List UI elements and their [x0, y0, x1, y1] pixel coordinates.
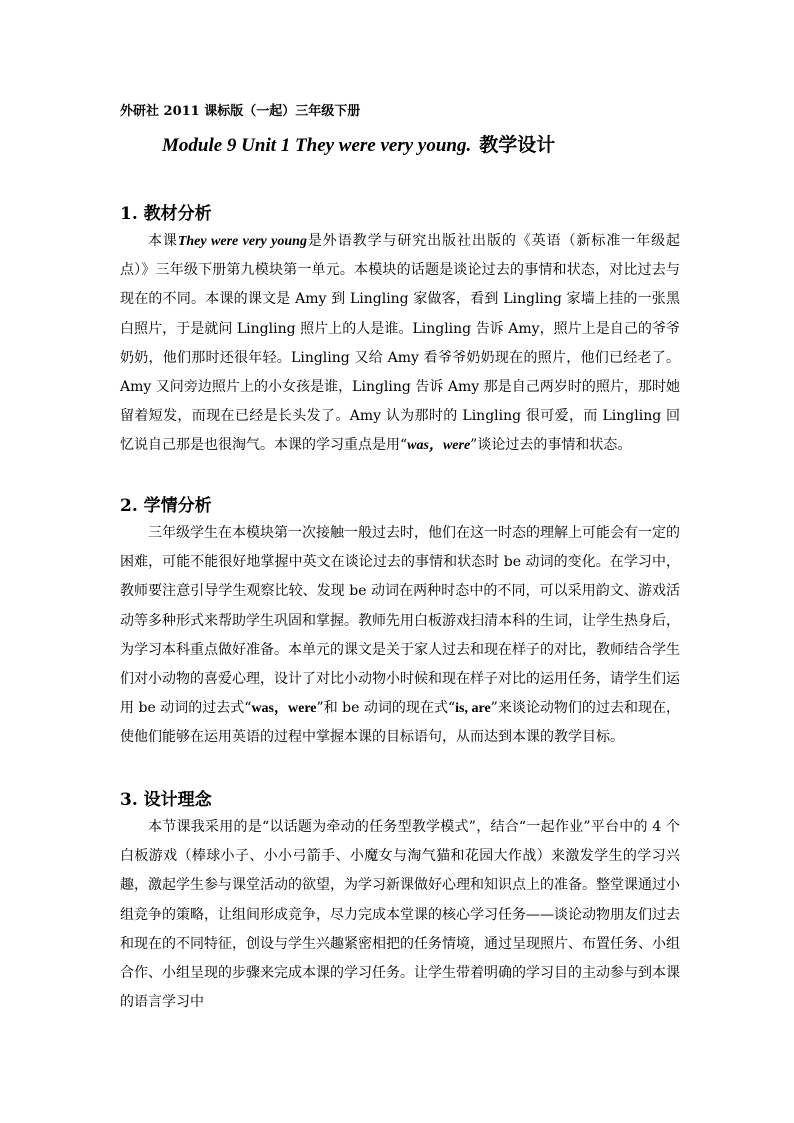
section-paragraph: [120, 519, 680, 753]
section-paragraph: [120, 227, 680, 461]
text-run: ”和 be 动词的现在式“: [316, 700, 456, 717]
lesson-title-inline: They were very young: [177, 234, 307, 249]
text-run: 是外语教学与研究出版社出版的《英语（新标准一年级起点）》三年级下册第九模块第一单元。本模块的话题是谈论过去的事情和状态，对比过去与现在的不同。本课的课文是 Amy 到 Lingling 家做客，看到 Lingling 家墙上挂的一张黑白照片，于是就问 Lingling 照片上的人是谁。Lingling 告诉 Amy，照片上是自己的爷爷奶奶，他们那时还很年轻。Lingling 又给 Amy 看爷爷奶奶现在的照片，他们已经老了。Amy 又问旁边照片上的小女孩是谁，Lingling 告诉 Amy 那是自己两岁时的照片，那时她留着短发，而现在已经是长头发了。Amy 认为那时的 Lingling 很可爱，而 Lingling 回忆说自己那是也很淘气。本课的学习重点是用“: [120, 233, 681, 454]
present-tense-words-inline: is, are: [455, 701, 491, 717]
section-paragraph: [120, 813, 680, 1017]
section-learner-analysis: [120, 493, 680, 753]
text-run: ”来谈论动物们的过去和现在，使他们能够在运用英语的过程中掌握本课的目标语句，从而达到本课的教学目标。: [120, 700, 681, 746]
text-run: ”谈论过去的事情和状态。: [470, 437, 632, 454]
textbook-edition-line: 外研社 2011 课标版（一起）三年级下册: [120, 104, 361, 119]
key-words-inline: was，were: [407, 438, 471, 454]
title-chinese: 教学设计: [479, 134, 556, 156]
past-tense-words-inline: was，were: [251, 701, 317, 717]
title-english: Module 9 Unit 1 They were very young.: [162, 135, 472, 156]
section-heading: 1. 教材分析: [120, 204, 212, 224]
text-run: 本节课我采用的是“以话题为牵动的任务型教学模式”，结合“一起作业”平台中的 4 个白板游戏（棒球小子、小小弓箭手、小魔女与淘气猫和花园大作战）来激发学生的学习兴趣，激起学生参与课堂活动的欲望，为学习新课做好心理和知识点上的准备。整堂课通过小组竞争的策略，让组间形成竞争，尽力完成本堂课的核心学习任务——谈论动物朋友们过去和现在的不同特征，创设与学生兴趣紧密相把的任务情境，通过呈现照片、布置任务、小组合作、小组呈现的步骤来完成本课的学习任务。让学生带着明确的学习目的主动参与到本课的语言学习中: [120, 819, 680, 1011]
text-run: 三年级学生在本模块第一次接触一般过去时，他们在这一时态的理解上可能会有一定的困难，可能不能很好地掌握中英文在谈论过去的事情和状态时 be 动词的变化。在学习中，教师要注意引导学生观察比较、发现 be 动词在两种时态中的不同，可以采用韵文、游戏活动等多种形式来帮助学生巩固和掌握。教师先用白板游戏扫清本科的生词，让学生热身后，为学习本科重点做好准备。本单元的课文是关于家人过去和现在样子的对比，教师结合学生们对小动物的喜爱心理，设计了对比小动物小时候和现在样子对比的运用任务，请学生们运用 be 动词的过去式“: [120, 525, 680, 717]
section-textbook-analysis: [120, 201, 680, 461]
text-run: 本课: [148, 233, 178, 249]
section-heading: 3. 设计理念: [120, 790, 212, 810]
section-heading: 2. 学情分析: [120, 496, 212, 516]
document-title: [162, 131, 555, 160]
section-design-concept: [120, 787, 680, 1017]
